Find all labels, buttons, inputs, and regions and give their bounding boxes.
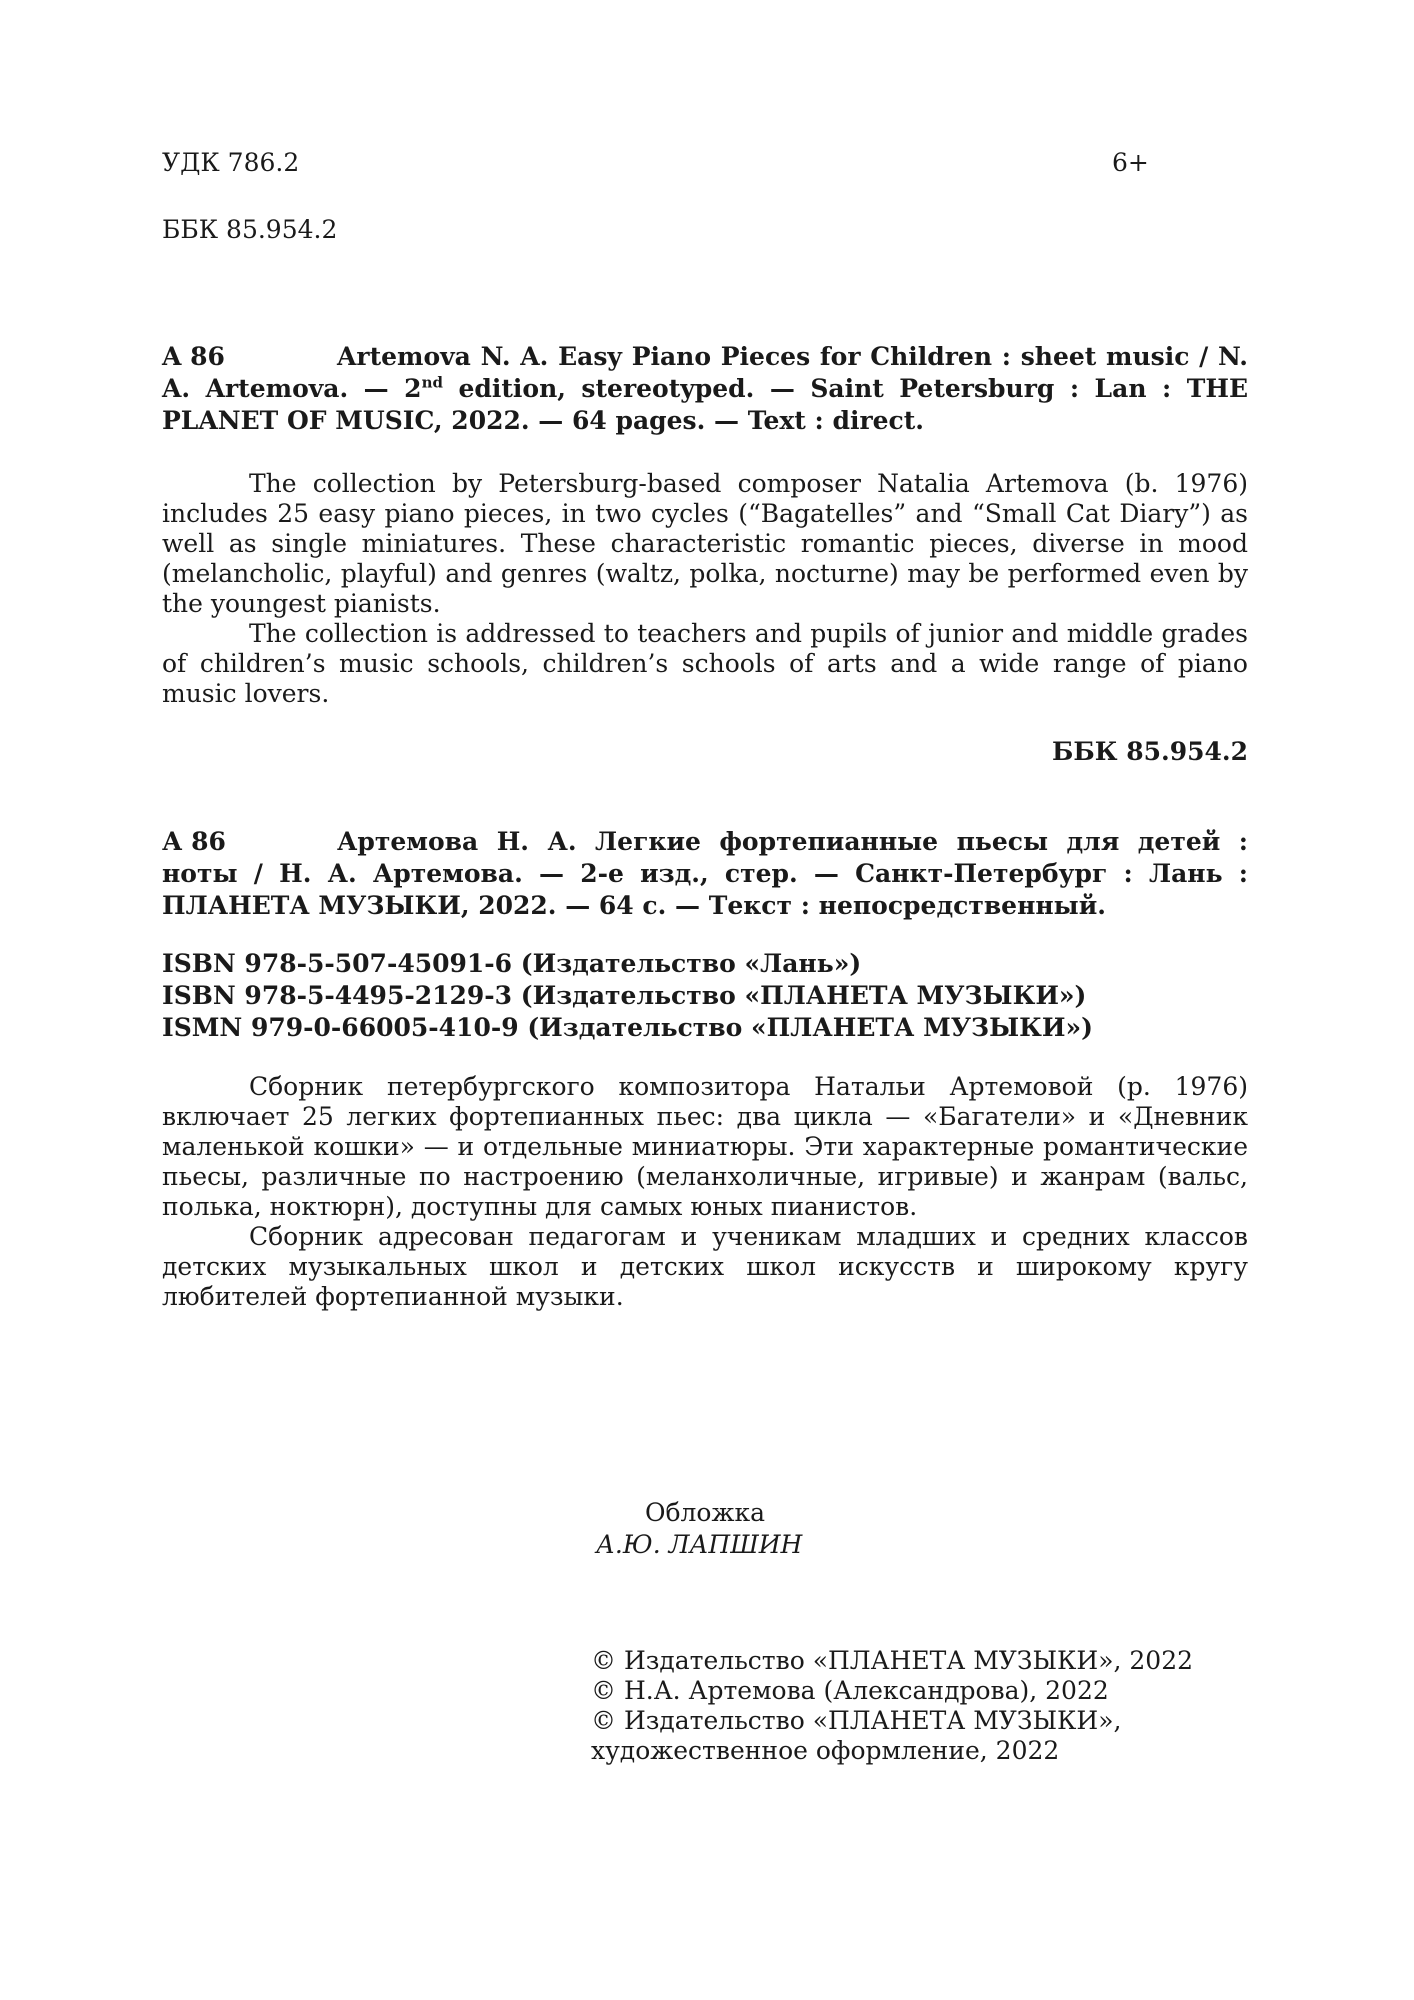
isbn-planet: ISBN 978-5-4495-2129-3 (Издательство «ПЛАНЕТА МУЗЫКИ») (162, 981, 1087, 1010)
isbn-list (162, 948, 1093, 1044)
copyright-line: © Издательство «ПЛАНЕТА МУЗЫКИ», 2022 (591, 1646, 1194, 1675)
author-mark-ru: А 86 (162, 827, 226, 856)
cover-label: Обложка (645, 1498, 766, 1527)
russian-annotation (162, 1072, 1248, 1312)
bbk-code-top: ББК 85.954.2 (162, 215, 338, 244)
annotation-ru-paragraph: Сборник адресован педагогам и ученикам младших и средних классов детских музыкальных школ и детских школ искусств и широкому кругу любителей фортепианной музыки. (162, 1222, 1248, 1311)
russian-citation (162, 826, 1248, 922)
author-mark-en: A 86 (162, 342, 225, 371)
copyright-line: © Н.А. Артемова (Александрова), 2022 (591, 1676, 1109, 1705)
annotation-en-paragraph: The collection by Petersburg-based composer Natalia Artemova (b. 1976) includes 25 easy piano pieces, in two cycles (“Bagatelles” and “Small Cat Diary”) as well as single miniatures. These characteristic romantic pieces, diverse in mood (melancholic, playful) and genres (waltz, polka, nocturne) may be performed even by the youngest pianists. (162, 469, 1248, 618)
citation-en-part2: edition, stereotyped. — Saint Petersburg : Lan : THE PLANET OF MUSIC, 2022. — 64 pages. — Text : direct. (162, 374, 1249, 435)
copyright-list (591, 1646, 1211, 1766)
edition-superscript: nd (421, 373, 443, 392)
ismn-planet: ISMN 979-0-66005-410-9 (Издательство «ПЛАНЕТА МУЗЫКИ») (162, 1013, 1093, 1042)
citation-en-part1: Artemova N. A. Easy Piano Pieces for Children : sheet music / N. A. Artemova. — 2 (162, 342, 1248, 403)
age-rating: 6+ (1112, 148, 1149, 177)
annotation-en-paragraph: The collection is addressed to teachers and pupils of junior and middle grades of children’s music schools, children’s schools of arts and a wide range of piano music lovers. (162, 619, 1248, 708)
udk-code: УДК 786.2 (162, 148, 300, 177)
annotation-ru-paragraph: Сборник петербургского композитора Натальи Артемовой (р. 1976) включает 25 легких фортепианных пьес: два цикла — «Багатели» и «Дневник маленькой кошки» — и отдельные миниатюры. Эти характерные романтические пьесы, различные по настроению (меланхоличные, игривые) и жанрам (вальс, полька, ноктюрн), доступны для самых юных пианистов. (162, 1072, 1248, 1221)
copyright-line: © Издательство «ПЛАНЕТА МУЗЫКИ», художественное оформление, 2022 (591, 1706, 1122, 1765)
english-annotation (162, 469, 1248, 709)
cover-author: А.Ю. ЛАПШИН (596, 1530, 803, 1559)
bbk-code-right: ББК 85.954.2 (1052, 737, 1248, 766)
citation-ru: Артемова Н. А. Легкие фортепианные пьесы для детей : ноты / Н. А. Артемова. — 2-е изд., стер. — Санкт-Петербург : Лань : ПЛАНЕТА МУЗЫКИ, 2022. — 64 с. — Текст : непосредственный. (162, 827, 1248, 920)
english-citation (162, 341, 1248, 437)
isbn-lan: ISBN 978-5-507-45091-6 (Издательство «Лань») (162, 949, 862, 978)
